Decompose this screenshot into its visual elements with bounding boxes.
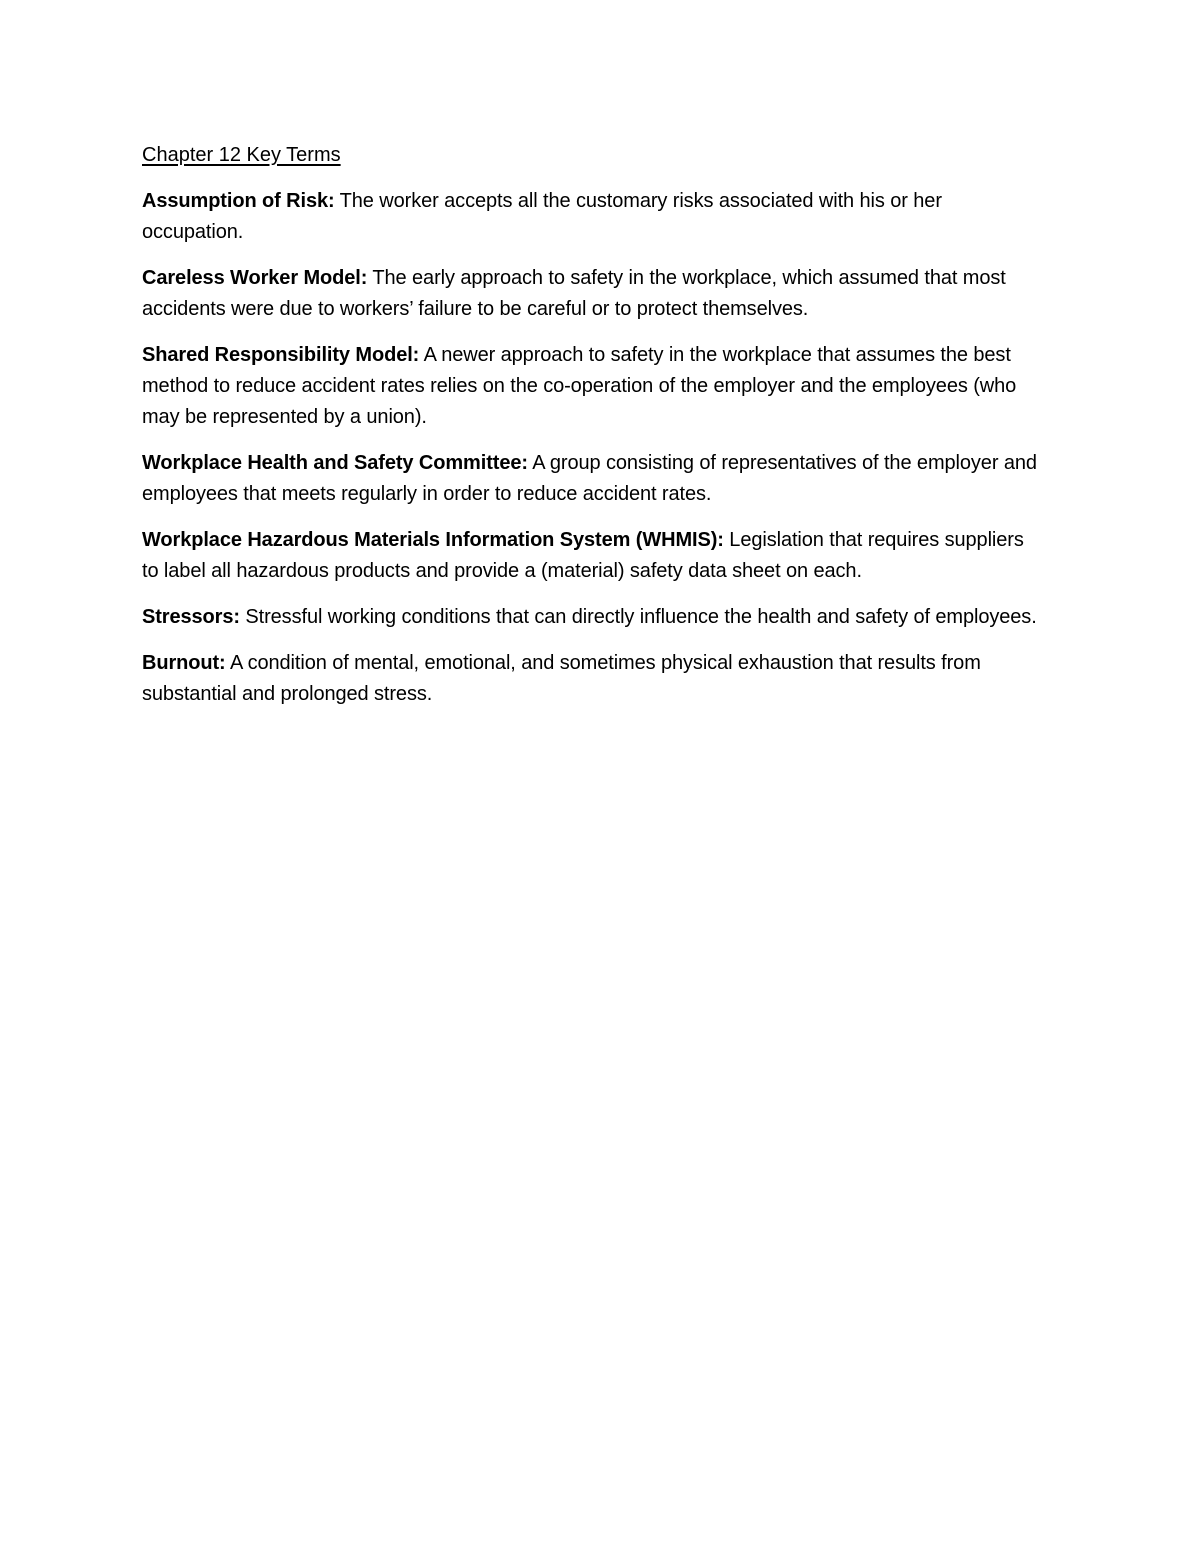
term-definition: The early approach to safety in the workplace, which assumed that most accidents were due to workers’ failure to be careful or to protect themselves.: [142, 267, 1006, 320]
term-definition: Legislation that requires suppliers to label all hazardous products and provide a (material) safety data sheet on each.: [142, 529, 1024, 582]
term-workplace-health-safety-committee: [142, 448, 1042, 510]
term-name: Burnout:: [142, 652, 226, 674]
document-body: [142, 140, 1042, 725]
term-shared-responsibility-model: [142, 340, 1042, 433]
term-name: Careless Worker Model:: [142, 267, 368, 289]
term-careless-worker-model: [142, 263, 1042, 325]
term-stressors: [142, 602, 1042, 633]
term-definition: A condition of mental, emotional, and sometimes physical exhaustion that results from substantial and prolonged stress.: [142, 652, 981, 705]
term-name: Stressors:: [142, 606, 240, 628]
term-name: Workplace Hazardous Materials Information System (WHMIS):: [142, 529, 724, 551]
term-assumption-of-risk: [142, 186, 1042, 248]
page-title: Chapter 12 Key Terms: [142, 144, 341, 166]
term-definition: The worker accepts all the customary risks associated with his or her occupation.: [142, 190, 942, 243]
term-name: Workplace Health and Safety Committee:: [142, 452, 528, 474]
term-name: Assumption of Risk:: [142, 190, 335, 212]
term-name: Shared Responsibility Model:: [142, 344, 420, 366]
term-definition: A group consisting of representatives of the employer and employees that meets regularly in order to reduce accident rates.: [142, 452, 1037, 505]
term-definition: A newer approach to safety in the workplace that assumes the best method to reduce accident rates relies on the co-operation of the employer and the employees (who may be represented by a union).: [142, 344, 1017, 428]
term-whmis: [142, 525, 1042, 587]
term-definition: Stressful working conditions that can directly influence the health and safety of employees.: [245, 606, 1037, 628]
term-burnout: [142, 648, 1042, 710]
